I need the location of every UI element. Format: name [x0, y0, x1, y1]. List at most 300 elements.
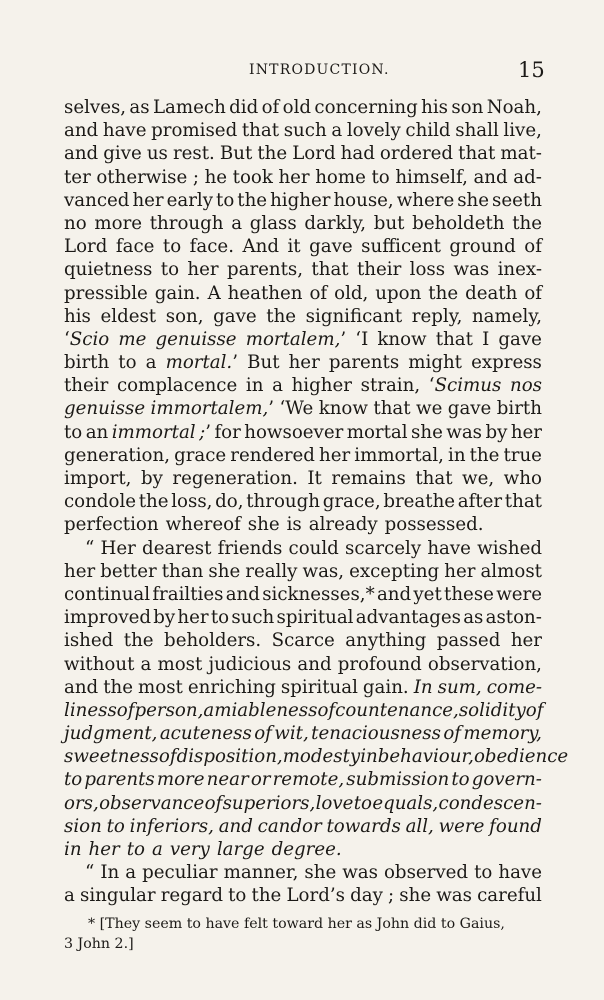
- text-line: [64, 119, 542, 142]
- word: took: [232, 166, 273, 188]
- word: face.: [189, 236, 234, 258]
- word: remains: [331, 468, 406, 489]
- word: to: [371, 166, 390, 188]
- word: regard: [160, 885, 223, 907]
- word: in: [448, 444, 466, 466]
- word: by: [153, 607, 176, 629]
- word: mat-: [500, 143, 542, 165]
- word: the: [123, 630, 154, 652]
- word: her: [132, 189, 164, 211]
- word: ter: [64, 166, 91, 188]
- word: genuisse: [155, 328, 237, 350]
- word: most: [157, 653, 203, 675]
- word: Scarce: [271, 630, 335, 652]
- word: the: [266, 305, 297, 327]
- word: of: [309, 282, 328, 304]
- word: ad-: [513, 166, 542, 188]
- word: careful: [477, 885, 542, 907]
- word: dearest: [142, 537, 212, 559]
- word: us: [146, 143, 168, 165]
- word: obedience: [473, 746, 569, 768]
- word: the: [428, 282, 459, 304]
- word: whereof: [165, 514, 241, 536]
- word: and: [64, 143, 99, 165]
- word: scarcely: [345, 537, 422, 559]
- word: yet: [413, 583, 442, 605]
- word: otherwise: [96, 166, 188, 188]
- word: to: [126, 839, 145, 860]
- text-line: [64, 653, 542, 676]
- word: spiritual: [276, 607, 354, 629]
- word: And: [242, 236, 279, 258]
- word: her: [444, 560, 476, 582]
- word: improved: [64, 607, 152, 629]
- word: beholdeth: [412, 212, 505, 234]
- word: upon: [375, 282, 422, 304]
- word: through: [246, 491, 320, 513]
- word: she: [457, 189, 490, 211]
- word: come-: [486, 676, 542, 698]
- word: know: [318, 398, 368, 420]
- text-line: [64, 258, 542, 281]
- word: parents: [328, 352, 400, 374]
- text-line: [64, 490, 542, 513]
- text-line: [64, 444, 542, 467]
- word: her: [510, 421, 542, 443]
- word: is: [286, 514, 302, 536]
- word: a: [151, 839, 163, 860]
- word: she: [304, 862, 337, 884]
- word: beholders.: [164, 630, 262, 652]
- word: but: [373, 212, 405, 234]
- word: do,: [215, 491, 244, 513]
- word: were: [438, 815, 485, 837]
- text-line: [64, 722, 542, 745]
- word: passed: [436, 630, 501, 652]
- word: anything: [345, 630, 427, 652]
- text-line: [64, 745, 569, 768]
- word: perfection: [64, 514, 159, 536]
- word: to: [353, 792, 372, 814]
- word: or: [250, 769, 271, 791]
- word: ‘I: [355, 328, 369, 350]
- word: to: [64, 421, 83, 443]
- word: know: [377, 328, 427, 350]
- word: Lord: [292, 143, 336, 165]
- word: true: [503, 444, 542, 466]
- word: by: [485, 421, 508, 443]
- word: sum,: [437, 676, 482, 698]
- word: gave: [309, 236, 353, 258]
- word: to: [228, 885, 247, 907]
- text-line: [64, 96, 542, 119]
- word: A: [207, 282, 221, 304]
- word: more: [156, 769, 205, 791]
- word: concerning: [314, 97, 418, 118]
- word: disposition,: [176, 746, 283, 768]
- word: to: [474, 862, 493, 884]
- word: immortalem,’: [150, 398, 275, 420]
- word: shall: [455, 120, 499, 142]
- word: tenaciousness: [311, 723, 441, 745]
- word: complacence: [116, 375, 238, 397]
- word: gain.: [154, 282, 201, 304]
- word: acuteness: [159, 723, 252, 745]
- footnote-line: * [They seem to have felt toward her as John did to Gaius,: [88, 916, 505, 932]
- word: her: [177, 607, 209, 629]
- word: friends: [217, 537, 283, 559]
- text-line: [64, 328, 542, 351]
- word: nos: [509, 375, 542, 397]
- word: the: [138, 491, 169, 513]
- word: that: [241, 120, 280, 142]
- word: that: [311, 259, 349, 281]
- word: But: [219, 143, 253, 165]
- word: vanced: [64, 189, 130, 211]
- word: condole: [64, 491, 137, 513]
- word: better: [100, 560, 157, 582]
- word: as: [463, 607, 484, 629]
- word: profound: [337, 653, 422, 675]
- word: where: [396, 189, 455, 211]
- word: to: [118, 352, 137, 374]
- word: mortalem,’: [245, 328, 347, 350]
- word: all,: [405, 815, 434, 837]
- word: a: [64, 885, 75, 907]
- word: really: [245, 560, 298, 582]
- word: mortal.’: [165, 352, 239, 374]
- word: very: [169, 839, 210, 860]
- word: by: [140, 468, 163, 489]
- word: of: [525, 699, 544, 721]
- text-line: [64, 884, 542, 907]
- word: candor: [257, 815, 322, 837]
- word: howsoever: [244, 421, 344, 443]
- word: Her: [100, 537, 136, 559]
- word: we,: [462, 468, 495, 489]
- word: the: [469, 444, 500, 466]
- word: me: [118, 328, 147, 350]
- text-line: [64, 838, 542, 861]
- word: In: [413, 676, 433, 698]
- word: birth: [496, 398, 542, 420]
- word: gave: [213, 305, 257, 327]
- word: wished: [477, 537, 542, 559]
- word: the: [251, 885, 282, 907]
- word: face: [115, 236, 155, 258]
- text-line: [64, 166, 542, 189]
- word: to: [160, 259, 180, 281]
- word: through: [149, 212, 224, 234]
- word: amiableness: [203, 699, 318, 721]
- text-line: [64, 305, 542, 328]
- word: rendered: [230, 444, 315, 466]
- word: But: [247, 352, 280, 374]
- word: and: [297, 653, 332, 675]
- word: as: [129, 97, 150, 118]
- word: an: [85, 421, 109, 443]
- word: of: [524, 236, 542, 258]
- body-text: [64, 96, 569, 908]
- word: spiritual: [280, 676, 358, 698]
- word: judicious: [208, 653, 292, 675]
- word: in: [64, 839, 82, 860]
- word: regeneration.: [172, 468, 298, 489]
- word: of: [317, 699, 336, 721]
- word: his: [64, 305, 91, 327]
- word: the: [512, 212, 542, 234]
- word: such: [231, 607, 275, 629]
- word: such: [283, 120, 327, 142]
- word: possessed.: [384, 514, 484, 536]
- word: found: [489, 815, 542, 837]
- word: inferiors,: [129, 815, 214, 837]
- word: gave: [498, 328, 542, 350]
- footnote-line: 3 John 2.]: [64, 936, 134, 952]
- word: to: [64, 769, 83, 791]
- word: her: [288, 352, 320, 374]
- word: gave: [447, 398, 492, 420]
- word: of: [443, 723, 462, 745]
- word: child: [405, 120, 451, 142]
- word: he: [204, 166, 228, 188]
- word: most: [138, 676, 183, 698]
- word: for: [214, 421, 241, 443]
- word: immortal: [111, 421, 196, 443]
- word: ‘Scimus: [428, 375, 502, 397]
- word: ished: [64, 630, 114, 652]
- word: import,: [64, 468, 132, 489]
- word: have: [427, 537, 471, 559]
- word: submission: [346, 769, 450, 791]
- word: sicknesses,*: [262, 583, 375, 605]
- word: the: [103, 676, 133, 698]
- word: old,: [334, 282, 369, 304]
- word: her: [64, 560, 96, 582]
- word: her: [88, 839, 120, 860]
- word: sweetness: [64, 746, 159, 768]
- word: selves,: [64, 97, 127, 118]
- word: home: [315, 166, 366, 188]
- word: seeth: [492, 189, 542, 211]
- word: higher: [291, 375, 352, 397]
- word: countenance,: [335, 699, 459, 721]
- word: her: [319, 444, 351, 466]
- word: Lord: [64, 236, 108, 258]
- word: solidity: [458, 699, 526, 721]
- word: breathe: [383, 491, 456, 513]
- text-line: [64, 189, 542, 212]
- word: quietness: [64, 259, 153, 281]
- word: to: [162, 236, 182, 258]
- text-line: [64, 861, 542, 884]
- word: namely,: [471, 305, 542, 327]
- word: was,: [302, 560, 345, 582]
- word: observed: [383, 862, 469, 884]
- text-line: [64, 212, 542, 235]
- word: large: [216, 839, 265, 860]
- word: was: [446, 421, 483, 443]
- word: after: [457, 491, 503, 513]
- word: of: [158, 746, 177, 768]
- word: her: [510, 630, 542, 652]
- word: sufficent: [361, 236, 441, 258]
- word: birth: [64, 352, 110, 374]
- word: had: [340, 143, 375, 165]
- word: of: [204, 792, 223, 814]
- text-line: [64, 629, 542, 652]
- word: strain,: [360, 375, 421, 397]
- word: manner,: [223, 862, 299, 884]
- word: to: [216, 189, 235, 211]
- word: death: [465, 282, 518, 304]
- word: ;: [192, 166, 199, 188]
- word: “: [85, 862, 95, 884]
- word: were: [496, 583, 542, 605]
- word: frailties: [152, 583, 224, 605]
- word: ors,: [64, 792, 99, 814]
- text-line: [64, 676, 542, 699]
- word: continual: [64, 583, 151, 605]
- word: and: [64, 676, 99, 698]
- word: loss,: [171, 491, 213, 513]
- word: ‘Scio: [64, 328, 110, 350]
- word: lovely: [346, 120, 401, 142]
- word: and: [225, 583, 260, 605]
- page-number: 15: [518, 58, 545, 82]
- word: live,: [503, 120, 542, 142]
- word: superiors,: [222, 792, 316, 814]
- word: the: [237, 189, 268, 211]
- text-line: [64, 815, 542, 838]
- word: have: [498, 862, 542, 884]
- word: their: [64, 375, 109, 397]
- word: and: [473, 166, 508, 188]
- word: gain.: [362, 676, 409, 698]
- word: aston-: [485, 607, 542, 629]
- word: ‘We: [279, 398, 314, 420]
- word: remote,: [272, 769, 345, 791]
- word: ;: [388, 885, 395, 907]
- word: parents: [84, 769, 155, 791]
- word: her: [187, 259, 219, 281]
- word: have: [102, 120, 147, 142]
- word: these: [444, 583, 494, 605]
- word: his: [421, 97, 448, 118]
- word: It: [307, 468, 322, 489]
- word: I: [482, 328, 490, 350]
- word: that: [415, 468, 453, 489]
- word: himself,: [395, 166, 468, 188]
- word: no: [64, 212, 87, 234]
- word: of: [116, 699, 135, 721]
- word: early: [166, 189, 214, 211]
- word: degree.: [271, 839, 342, 860]
- word: it: [287, 236, 301, 258]
- word: that: [373, 398, 411, 420]
- word: and: [64, 120, 99, 142]
- word: in: [360, 746, 378, 768]
- word: old: [282, 97, 312, 118]
- text-line: [64, 421, 542, 444]
- word: love: [315, 792, 354, 814]
- text-line: [64, 513, 542, 536]
- word: of: [524, 282, 542, 304]
- text-line: [64, 606, 542, 629]
- text-line: [64, 351, 542, 374]
- word: sion: [64, 815, 102, 837]
- word: to: [210, 607, 230, 629]
- word: near: [206, 769, 249, 791]
- word: we: [416, 398, 443, 420]
- word: of: [254, 723, 272, 745]
- word: enriching: [187, 676, 276, 698]
- word: give: [103, 143, 142, 165]
- word: equals,: [372, 792, 439, 814]
- text-line: [64, 560, 542, 583]
- word: than: [161, 560, 204, 582]
- word: ;’: [199, 421, 211, 443]
- text-line: [64, 792, 542, 815]
- word: ground: [449, 236, 516, 258]
- footnote: [64, 914, 544, 954]
- word: a: [272, 375, 283, 397]
- word: heathen: [227, 282, 303, 304]
- word: to: [106, 815, 125, 837]
- word: wit,: [274, 723, 309, 745]
- word: rest.: [172, 143, 215, 165]
- word: a: [140, 653, 152, 675]
- word: pressible: [64, 282, 148, 304]
- word: a: [331, 120, 343, 142]
- word: parents,: [226, 259, 304, 281]
- word: a: [231, 212, 243, 234]
- word: reply,: [411, 305, 463, 327]
- word: loss: [409, 259, 446, 281]
- word: observance: [99, 792, 205, 814]
- page-header: [0, 60, 604, 84]
- word: was: [436, 885, 472, 907]
- word: condescen-: [438, 792, 542, 814]
- word: behaviour,: [377, 746, 474, 768]
- word: without: [64, 653, 135, 675]
- word: could: [288, 537, 339, 559]
- word: she: [399, 885, 432, 907]
- word: to: [451, 769, 470, 791]
- word: liness: [64, 699, 117, 721]
- word: mortal: [346, 421, 408, 443]
- word: a: [145, 352, 157, 374]
- word: modesty: [282, 746, 361, 768]
- word: memory,: [463, 723, 542, 745]
- word: their: [356, 259, 402, 281]
- word: that: [504, 491, 542, 513]
- word: significant: [305, 305, 403, 327]
- word: govern-: [471, 769, 542, 791]
- word: inex-: [497, 259, 542, 281]
- word: singular: [79, 885, 156, 907]
- word: was: [342, 862, 378, 884]
- word: Lamech: [152, 97, 226, 118]
- text-line: [64, 397, 542, 420]
- text-line: [64, 282, 542, 305]
- word: son: [451, 97, 484, 118]
- word: the: [257, 143, 288, 165]
- word: ordered: [379, 143, 454, 165]
- word: generation,: [64, 444, 170, 466]
- word: person,: [134, 699, 204, 721]
- word: towards: [326, 815, 401, 837]
